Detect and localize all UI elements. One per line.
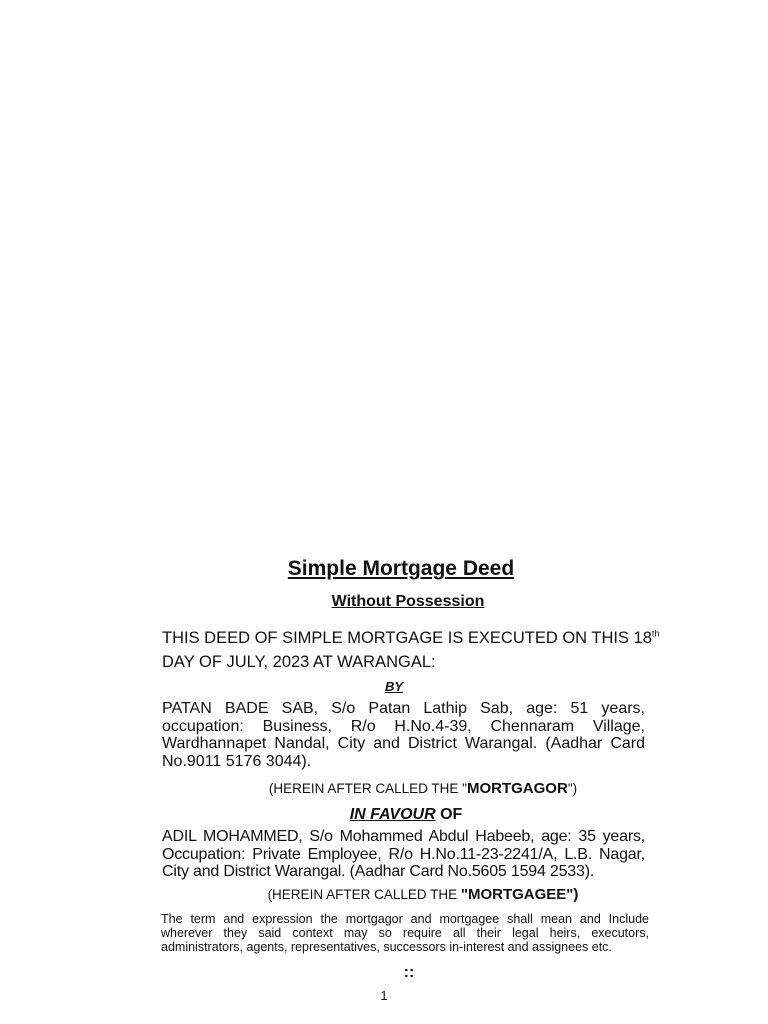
of-label: OF (435, 806, 463, 823)
in-favour-heading (0, 806, 768, 824)
document-subtitle: Without Possession (331, 593, 485, 610)
definition-paragraph: The term and expression the mortgagor and mortgagee shall mean and Include wherever they said context may so require all their legal heirs, executors, administrators, agents, representatives, successors in-interest and assignees etc. (161, 912, 649, 954)
mortgagor-details: PATAN BADE SAB, S/o Patan Lathip Sab, age: 51 years, occupation: Business, R/o H.No.4-39, Chennaram Village, Wardhannapet Nandal, City and District Warangal. (Aadhar Card No.9011 5176 3044). (162, 700, 645, 770)
in-favour-label: IN FAVOUR (349, 806, 436, 823)
intro-text: THIS DEED OF SIMPLE MORTGAGE IS EXECUTED ON THIS 18 (162, 629, 652, 647)
deed-intro (162, 626, 662, 674)
called-prefix-2: (HEREIN AFTER CALLED THE (267, 887, 461, 902)
called-prefix-1: (HEREIN AFTER CALLED THE " (268, 781, 467, 796)
intro-superscript: th (651, 628, 660, 639)
page-number: 1 (380, 988, 388, 1003)
section-separator: :: (403, 964, 415, 981)
called-suffix-1: ") (567, 781, 578, 796)
mortgagee-designation (0, 886, 768, 903)
intro-line-2: DAY OF JULY, 2023 AT WARANGAL: (162, 653, 436, 671)
by-heading: BY (384, 679, 404, 694)
mortgagor-designation (0, 780, 768, 797)
mortgagor-term: MORTGAGOR (466, 780, 568, 797)
mortgagee-term: "MORTGAGEE") (460, 886, 579, 903)
document-title: Simple Mortgage Deed (287, 557, 515, 580)
mortgagee-details: ADIL MOHAMMED, S/o Mohammed Abdul Habeeb, age: 35 years, Occupation: Private Employee, R/o H.No.11-23-2241/A, L.B. Nagar, City and District Warangal. (Aadhar Card No.5605 1594 2533). (162, 828, 645, 880)
